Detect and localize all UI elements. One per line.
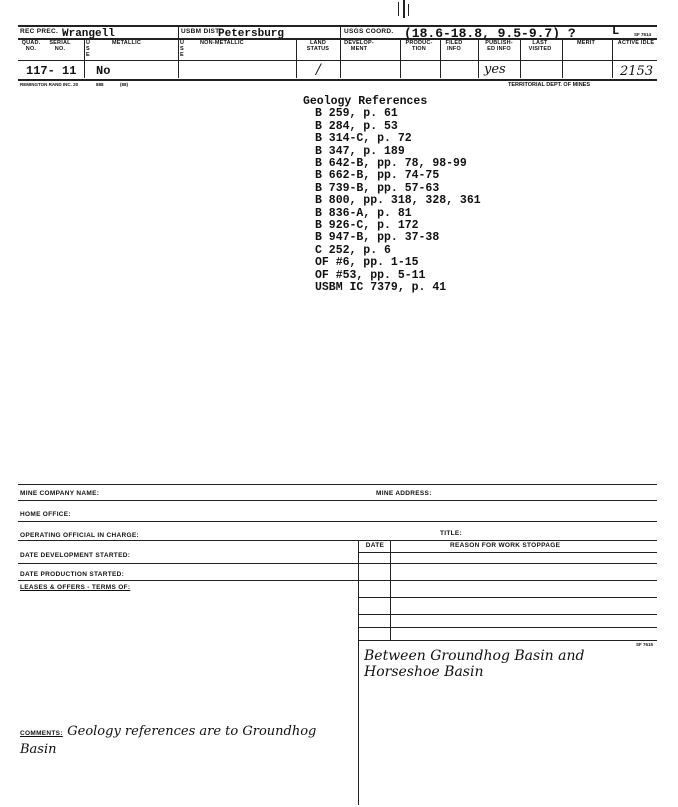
usgs-coord-value: (18.6-18.8, 9.5-9.7) ? bbox=[404, 26, 576, 41]
department-imprint: TERRITORIAL DEPT. OF MINES bbox=[508, 82, 590, 88]
rule bbox=[18, 563, 657, 564]
divider bbox=[340, 25, 341, 38]
divider bbox=[340, 38, 341, 78]
rec-prec-value: Wrangell bbox=[62, 28, 115, 40]
rule bbox=[358, 552, 657, 553]
mine-address-label: MINE ADDRESS: bbox=[376, 490, 432, 497]
col-filed-info: FILED INFO bbox=[445, 40, 463, 52]
reference-item: B 926-C, p. 172 bbox=[315, 219, 419, 233]
divider bbox=[178, 25, 179, 38]
leases-offers-label: LEASES & OFFERS - TERMS OF: bbox=[20, 584, 131, 591]
geology-references bbox=[305, 96, 481, 295]
column-header-rule bbox=[18, 60, 657, 61]
references-title: Geology References bbox=[303, 95, 428, 108]
rule bbox=[18, 521, 657, 522]
date-header: DATE bbox=[365, 542, 385, 549]
comments-value: Geology references are to Groundhog Basin bbox=[20, 724, 317, 757]
rule bbox=[358, 614, 657, 615]
date-development-started-label: DATE DEVELOPMENT STARTED: bbox=[20, 552, 131, 559]
date-production-started-label: DATE PRODUCTION STARTED: bbox=[20, 571, 125, 578]
form-number: SF 7614 bbox=[634, 32, 652, 37]
reference-item: B 284, p. 53 bbox=[315, 119, 398, 133]
scan-mark bbox=[398, 2, 399, 16]
date-column-divider bbox=[390, 540, 391, 640]
reference-item: B 347, p. 189 bbox=[315, 144, 405, 158]
reference-item: B 947-B, pp. 37-38 bbox=[315, 231, 440, 245]
printer-imprint: REMINGTON RAND INC. 20 bbox=[20, 82, 79, 87]
col-use-2: U S E bbox=[180, 40, 185, 58]
divider bbox=[440, 38, 441, 78]
usgs-coord-label: USGS COORD. bbox=[344, 28, 394, 35]
col-non-metallic: NON-METALLIC bbox=[200, 40, 244, 46]
divider bbox=[520, 38, 521, 78]
mine-company-name-label: MINE COMPANY NAME: bbox=[20, 490, 100, 497]
divider bbox=[296, 38, 297, 78]
rule bbox=[358, 627, 657, 628]
reference-item: B 314-C, p. 72 bbox=[315, 132, 412, 146]
active-idle-value: 2153 bbox=[620, 64, 654, 79]
reference-item: OF #53, pp. 5-11 bbox=[315, 268, 426, 282]
reason-header: REASON FOR WORK STOPPAGE bbox=[450, 542, 561, 549]
usbm-dist-label: USBM DIST. bbox=[181, 28, 221, 35]
title-label: TITLE: bbox=[440, 530, 463, 537]
data-row-rule bbox=[18, 79, 657, 81]
divider bbox=[400, 38, 401, 78]
comments-section bbox=[20, 722, 356, 758]
col-quad-no: QUAD. NO. bbox=[21, 40, 41, 52]
col-merit: MERIT bbox=[576, 40, 596, 46]
col-last-visited: LAST VISITED bbox=[528, 40, 552, 52]
rule bbox=[18, 540, 657, 541]
reference-item: B 836-A, p. 81 bbox=[315, 206, 412, 220]
operating-official-label: OPERATING OFFICIAL IN CHARGE: bbox=[20, 532, 139, 539]
rule bbox=[358, 597, 657, 598]
reference-item: B 259, p. 61 bbox=[315, 107, 398, 121]
rule bbox=[358, 640, 657, 641]
divider bbox=[84, 38, 85, 78]
rule bbox=[18, 500, 657, 501]
col-use: U S E bbox=[86, 40, 91, 58]
reference-item: OF #6, pp. 1-15 bbox=[315, 256, 419, 270]
reference-item: USBM IC 7379, p. 41 bbox=[315, 281, 447, 295]
published-info-value: yes bbox=[484, 62, 506, 77]
quad-serial-value: 117- 11 bbox=[26, 64, 77, 78]
rec-prec-label: REC PREC. bbox=[20, 28, 59, 35]
comments-label: COMMENTS: bbox=[20, 730, 63, 737]
col-serial-no: SERIAL NO. bbox=[49, 40, 71, 52]
col-land-status: LAND STATUS bbox=[306, 40, 330, 52]
col-active-idle: ACTIVE IDLE bbox=[617, 40, 655, 46]
scan-mark bbox=[403, 0, 405, 18]
printer-code: 888 bbox=[96, 82, 104, 87]
location-note: Between Groundhog Basin and Horseshoe Basin bbox=[364, 648, 585, 680]
form-top-rule bbox=[18, 484, 657, 485]
col-published-info: PUBLISH- ED INFO bbox=[485, 40, 513, 52]
reference-item: B 642-B, pp. 78, 98-99 bbox=[315, 157, 467, 171]
printer-code-2: (88) bbox=[120, 82, 129, 87]
reference-item: B 662-B, pp. 74-75 bbox=[315, 169, 440, 183]
rule bbox=[18, 580, 657, 581]
form-number-2: SF 7615 bbox=[636, 642, 654, 647]
usbm-dist-value: Petersburg bbox=[218, 28, 285, 40]
divider bbox=[612, 38, 613, 78]
reference-item: B 739-B, pp. 57-63 bbox=[315, 181, 440, 195]
divider bbox=[478, 38, 479, 78]
land-status-value: / bbox=[316, 62, 321, 78]
letter-value: L bbox=[612, 24, 620, 38]
divider bbox=[562, 38, 563, 78]
scan-mark bbox=[408, 4, 409, 16]
col-production: PRODUC- TION bbox=[405, 40, 433, 52]
reference-item: B 800, pp. 318, 328, 361 bbox=[315, 194, 481, 208]
col-metallic: METALLIC bbox=[112, 40, 141, 46]
home-office-label: HOME OFFICE: bbox=[20, 511, 71, 518]
reference-item: C 252, p. 6 bbox=[315, 243, 391, 257]
col-development: DEVELOP- MENT bbox=[344, 40, 374, 52]
metallic-value: No bbox=[96, 64, 111, 78]
divider bbox=[178, 38, 179, 78]
